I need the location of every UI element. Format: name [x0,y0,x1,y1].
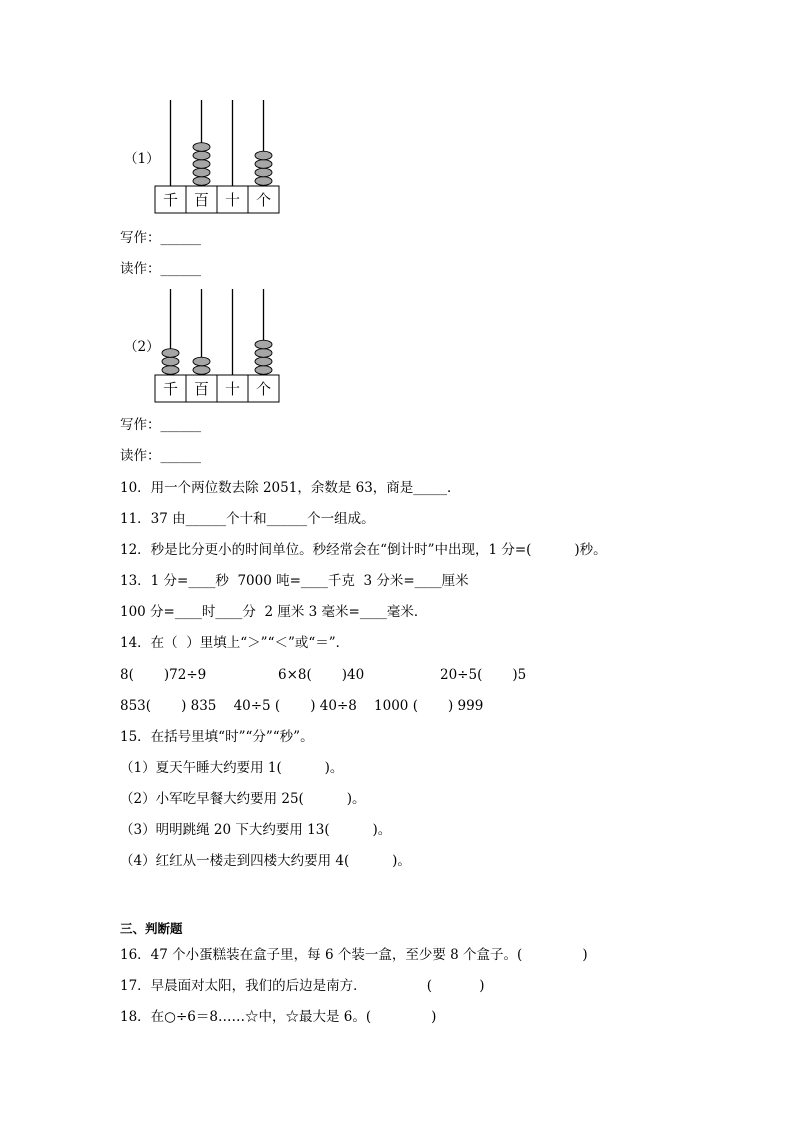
abacus1 [150,96,285,216]
question-13a: 13．1 分=____秒 7000 吨=____千克 3 分米=____厘米 [120,573,469,589]
question-14-row2: 853( ) 835 40÷5 ( ) 40÷8 1000 ( ) 999 [120,698,484,714]
abacus2-bead [162,366,179,375]
question-15-1: （1）夏天午睡大约要用 1( )。 [120,760,344,776]
abacus1-bead [193,177,210,186]
write-line-1: 写作：______ [120,230,201,246]
question-18: 18．在○÷6＝8……☆中，☆最大是 6。( ) [120,1009,437,1025]
question-15: 15．在括号里填“时”“分”“秒”。 [120,729,314,745]
question-10: 10．用一个两位数去除 2051，余数是 63，商是_____． [120,480,461,496]
question-15-2: （2）小军吃早餐大约要用 25( )。 [120,791,366,807]
question-11: 11．37 由______个十和______个一组成。 [120,511,375,527]
question-14-row1-c: 20÷5( )5 [440,667,527,683]
read-line-2: 读作：______ [120,448,201,464]
abacus1-place-label: 个 [255,191,272,209]
abacus1-bead [255,151,272,160]
question-14-row1-b: 6×8( )40 [278,667,365,683]
abacus2-place-label: 千 [162,380,179,398]
abacus2-bead [255,366,272,375]
abacus2-bead [255,340,272,349]
abacus2-place-label: 个 [255,380,272,398]
section-heading-judgement: 三、判断题 [120,921,183,936]
abacus1-bead [193,160,210,169]
abacus1-bead [193,168,210,177]
read-line-1: 读作：______ [120,261,201,277]
question-17: 17．早晨面对太阳，我们的后边是南方． ( ) [120,978,485,994]
abacus1-bead [255,177,272,186]
abacus1-place-label: 千 [162,191,179,209]
question-15-3: （3）明明跳绳 20 下大约要用 13( )。 [120,822,392,838]
abacus2-label: （2） [124,339,160,355]
abacus2-bead [193,366,210,375]
question-13b: 100 分=____时____分 2 厘米 3 毫米=____毫米． [120,604,428,620]
question-14-row1-a: 8( )72÷9 [120,667,207,683]
abacus2-place-label: 十 [224,380,241,398]
question-12: 12．秒是比分更小的时间单位。秒经常会在“倒计时”中出现，1 分=( )秒。 [120,542,607,558]
question-15-4: （4）红红从一楼走到四楼大约要用 4( )。 [120,853,411,869]
question-16: 16．47 个小蛋糕装在盒子里，每 6 个装一盒，至少要 8 个盒子。( ) [120,947,588,963]
abacus1-place-label: 十 [224,191,241,209]
question-14: 14．在（ ）里填上“＞”“＜”或“＝”． [120,635,350,651]
abacus1-place-label: 百 [193,191,210,209]
abacus2-bead [255,357,272,366]
abacus2-bead [162,357,179,366]
abacus1-bead [193,143,210,152]
abacus2-place-label: 百 [193,380,210,398]
abacus2-bead [255,349,272,358]
abacus2-bead [162,349,179,358]
abacus1-bead [255,160,272,169]
abacus2-bead [193,357,210,366]
abacus1-bead [255,168,272,177]
abacus1-bead [193,151,210,160]
abacus1-label: （1） [124,151,160,167]
write-line-2: 写作：______ [120,417,201,433]
abacus2 [150,285,285,405]
